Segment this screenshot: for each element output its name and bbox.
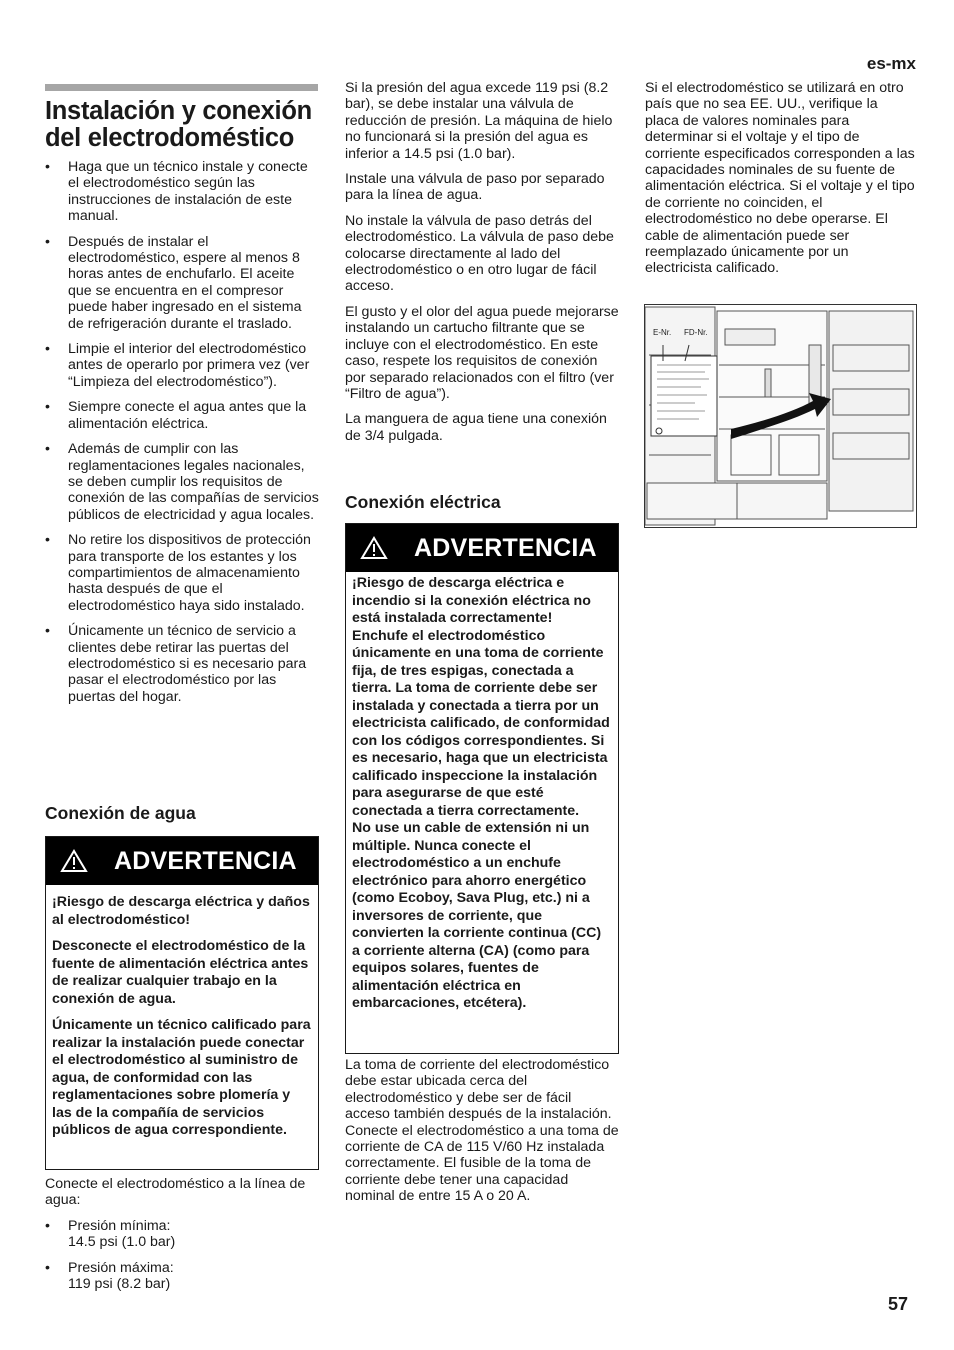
warning-body — [346, 572, 618, 1019]
list-item: • Limpie el interior del electrodoméstico antes de operarlo por primera vez (ver “Limpieza del electrodoméstico”). — [45, 341, 320, 390]
page-title-line-1: Instalación y conexión — [45, 97, 312, 125]
paragraph: El gusto y el olor del agua puede mejorarse instalando un cartucho filtrante que se incluye con el electrodoméstico. En este caso, respete los requisitos de conexión por separado relacionados con el filtro (ver “Filtro de agua”). — [345, 303, 619, 402]
refrigerator-illustration — [645, 305, 916, 527]
paragraph: La manguera de agua tiene una conexión de 3/4 pulgada. — [345, 411, 607, 444]
paragraph: Si la presión del agua excede 119 psi (8.2 bar), se debe instalar una válvula de reducción de presión. La máquina de hielo no funcionará si la presión del agua es inferior a 14.5 psi (1.0 bar). — [345, 80, 613, 162]
paragraph: No instale la válvula de paso detrás del electrodoméstico. La válvula de paso debe colocarse directamente al lado del electrodoméstico o en otro lugar de fácil acceso. — [345, 212, 614, 295]
warning-box-electric — [345, 523, 619, 1054]
warning-header — [346, 524, 618, 572]
warning-header — [46, 837, 318, 885]
list-item: • Haga que un técnico instale y conecte el electrodoméstico según las instrucciones de instalación de este manual. — [45, 159, 320, 225]
paragraph: Conecte el electrodoméstico a una toma de corriente de CA de 115 V/60 Hz instalada correctamente. El fusible de la toma de corriente debe tener una capacidad nominal de entre 15 A o 20 A. — [345, 1122, 619, 1205]
section-rule — [45, 84, 318, 91]
warning-title: ADVERTENCIA — [114, 846, 297, 875]
list-item — [45, 1260, 320, 1293]
pressure-min-label: Presión mínima: — [68, 1218, 171, 1234]
warning-text: Desconecte el electrodoméstico de la fuente de alimentación eléctrica antes de realizar cualquier trabajo en la conexión de agua. — [52, 938, 309, 1007]
warning-triangle-icon — [60, 849, 88, 873]
fd-nr-label: FD-Nr. — [684, 328, 708, 337]
rating-plate-figure — [644, 304, 917, 528]
page-number: 57 — [887, 1294, 908, 1314]
paragraph: Si el electrodoméstico se utilizará en otro país que no sea EE. UU., verifique la placa de valores nominales para determinar si el voltaje y el tipo de corriente especificados corresponden a las capacidades nominales de su fuente de alimentación eléctrica. Si el voltaje y el tipo de corriente no coinciden, el electrodoméstico no debe operarse. El cable de alimentación puede ser reemplazado únicamente por un electricista calificado. — [645, 80, 915, 277]
paragraph: Instale una válvula de paso por separado para la línea de agua. — [345, 171, 605, 204]
warning-text: ¡Riesgo de descarga eléctrica e incendio si la conexión eléctrica no está instalada correctamente! Enchufe el electrodoméstico únicamente en una toma de corriente fija, de tres espigas, conectada a tierra. La toma de corriente debe ser instalada y conectada a tierra por un electricista calificado, de conformidad con los códigos correspondientes. Si es necesario, haga que un electricista calificado inspeccione la instalación para asegurarse de que esté conectada a tierra correctamente. — [352, 575, 610, 819]
warning-title: ADVERTENCIA — [414, 533, 597, 562]
warning-body — [46, 885, 318, 1155]
warning-text: No use un cable de extensión ni un múltiple. Nunca conecte el electrodoméstico a un enchufe electrónico para ahorro energético (como Ecoboy, Sava Plug, etc.) ni a inversores de corriente, que convierten la corriente continua (CC) a corriente alterna (CA) (como para equipos solares, fuentes de alimentación eléctrica en embarcaciones, etcétera). — [352, 820, 602, 1011]
water-line-intro: Conecte el electrodoméstico a la línea de agua: — [45, 1176, 306, 1209]
warning-text: ¡Riesgo de descarga eléctrica y daños al electrodoméstico! — [52, 894, 310, 928]
rating-plate — [651, 356, 717, 436]
language-code: es-mx — [866, 54, 916, 73]
warning-box-water — [45, 836, 319, 1170]
pressure-max-label: Presión máxima: — [68, 1259, 174, 1276]
list-item — [45, 1218, 320, 1251]
list-item: • Únicamente un técnico de servicio a clientes debe retirar las puertas del electrodoméstico si es necesario para pasar el electrodoméstico por las puertas del hogar. — [45, 623, 320, 705]
list-item: • Siempre conecte el agua antes que la alimentación eléctrica. — [45, 399, 320, 432]
electric-connection-heading: Conexión eléctrica — [345, 492, 501, 512]
warning-text: Únicamente un técnico calificado para realizar la instalación puede conectar el electrodoméstico al suministro de agua, de conformidad con las reglamentaciones sobre plomería y las de la compañía de servicios públicos de agua correspondiente. — [52, 1017, 311, 1138]
pressure-max-value: 119 psi (8.2 bar) — [68, 1276, 171, 1293]
installation-list — [45, 159, 320, 714]
pressure-min-value: 14.5 psi (1.0 bar) — [68, 1234, 176, 1251]
list-item: • No retire los dispositivos de protección para transporte de los estantes y los compartimientos de almacenamiento hasta después de que el electrodoméstico haya sido instalado. — [45, 532, 320, 614]
e-nr-label: E-Nr. — [653, 328, 672, 337]
list-item: • Después de instalar el electrodoméstico, espere al menos 8 horas antes de enchufarlo. El aceite que se encuentra en el compresor puede haber ingresado en el sistema de refrigeración durante el traslado. — [45, 234, 320, 332]
paragraph: La toma de corriente del electrodoméstico debe estar ubicada cerca del electrodoméstico y debe ser de fácil acceso también después de la instalación. — [345, 1057, 612, 1123]
pressure-list — [45, 1218, 320, 1302]
water-connection-heading: Conexión de agua — [45, 803, 196, 823]
page-title — [45, 98, 335, 152]
list-item: • Además de cumplir con las reglamentaciones legales nacionales, se deben cumplir los requisitos de conexión de las compañías de servicios públicos de electricidad y agua locales. — [45, 441, 320, 523]
warning-triangle-icon — [360, 536, 388, 560]
page-title-line-2: del electrodoméstico — [45, 124, 295, 152]
